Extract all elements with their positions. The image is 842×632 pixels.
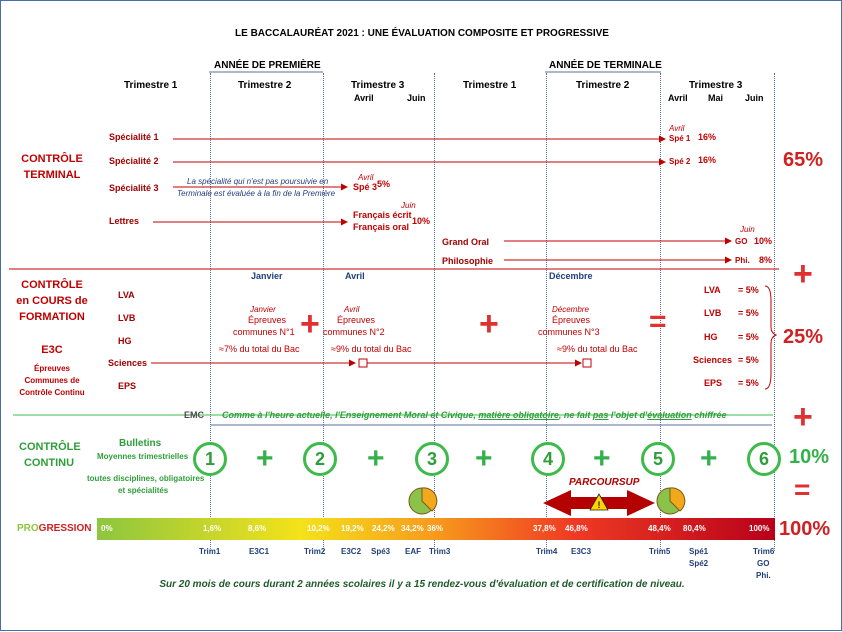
tick-spe3: Spé3 [371, 547, 391, 556]
spe3-avril: Avril [358, 173, 374, 182]
month-avril-terminale: Avril [668, 93, 688, 103]
ec3-number: communes N°3 [538, 327, 600, 337]
month-janvier: Janvier [251, 271, 283, 281]
spe1-pct: 16% [698, 132, 717, 142]
footer-note: Sur 20 mois de cours durant 2 années scolaires il y a 15 rendez-vous d'évaluation et de certification de niveau. [159, 579, 685, 590]
plus-cc-5: + [700, 442, 718, 475]
bulletin-circle-1: 1 [193, 442, 227, 476]
e3c-desc-1: Épreuves [33, 364, 71, 373]
right-lva: LVA [704, 285, 721, 295]
progression-label: PROGRESSION [17, 523, 92, 534]
e3c-desc-3: Contrôle Continu [19, 388, 85, 397]
prog-34-2: 34,2% [401, 524, 424, 533]
lettres-label: Lettres [109, 216, 140, 226]
plus-ct: + [793, 255, 813, 293]
plus-ec2: + [479, 305, 499, 343]
right-eps: EPS [704, 378, 723, 388]
prog-8-6: 8,6% [248, 524, 267, 533]
ec3-pct: ≈9% du total du Bac [557, 344, 638, 354]
right-eps-pct: = 5% [738, 378, 759, 388]
ccf-label-3: FORMATION [19, 311, 85, 323]
pie-icon-eaf [409, 488, 437, 514]
trimestre-1-terminale: Trimestre 1 [463, 80, 517, 91]
spe2-pct: 16% [698, 155, 717, 165]
right-sciences-pct: = 5% [738, 355, 759, 365]
prog-1-6: 1,6% [203, 524, 222, 533]
subject-lva: LVA [118, 290, 135, 300]
ccf-total: 25% [783, 326, 824, 348]
ct-total: 65% [783, 149, 824, 171]
spe3-end: Spé 3 [353, 182, 378, 192]
subject-lvb: LVB [118, 313, 136, 323]
spe3-pct: 5% [377, 179, 391, 189]
tick-trim3: Trim3 [429, 547, 451, 556]
prog-10-2: 10,2% [307, 524, 330, 533]
year-terminale: ANNÉE DE TERMINALE [549, 60, 662, 71]
fr-oral: Français oral [353, 222, 410, 232]
ct-label-2: TERMINAL [23, 169, 81, 181]
go-pct: 10% [754, 236, 773, 246]
right-hg: HG [704, 332, 718, 342]
bulletin-circle-3: 3 [415, 442, 449, 476]
ccf-label-1: CONTRÔLE [21, 279, 83, 291]
right-lva-pct: = 5% [738, 285, 759, 295]
subject-hg: HG [118, 336, 132, 346]
prog-80-4: 80,4% [683, 524, 706, 533]
spe2-label: Spécialité 2 [109, 156, 159, 166]
equals-ccf: = [649, 305, 667, 338]
parcoursup-graphics [1, 1, 842, 632]
ec1-pct: ≈7% du total du Bac [219, 344, 300, 354]
ec2-number: communes N°2 [323, 327, 385, 337]
prog-36: 36% [427, 524, 444, 533]
right-lvb-pct: = 5% [738, 308, 759, 318]
spe1-end: Spé 1 [669, 134, 691, 143]
tick-phi: Phi. [756, 571, 771, 580]
ec1-title: Épreuves [248, 315, 287, 325]
prog-19-2: 19,2% [341, 524, 364, 533]
tick-trim6: Trim6 [753, 547, 775, 556]
ec1-month: Janvier [250, 305, 276, 314]
right-sciences: Sciences [693, 355, 733, 365]
trimestre-1: Trimestre 1 [124, 80, 178, 91]
prog-24-2: 24,2% [372, 524, 395, 533]
month-avril: Avril [354, 93, 374, 103]
spe1-label: Spécialité 1 [109, 132, 159, 142]
plus-cc-1: + [256, 442, 274, 475]
year-premiere: ANNÉE DE PREMIÈRE [214, 60, 321, 71]
disciplines-label: toutes disciplines, obligatoires [87, 474, 205, 483]
plus-cc-4: + [593, 442, 611, 475]
equals-total: = [794, 474, 811, 505]
trimestre-3-terminale: Trimestre 3 [689, 80, 743, 91]
emc-note: Comme à l'heure actuelle, l'Enseignement Moral et Civique, matière obligatoire, ne fait pas l'objet d'évaluation chiffrée [222, 410, 727, 420]
tick-spe2: Spé2 [689, 559, 709, 568]
tick-trim4: Trim4 [536, 547, 558, 556]
spe2-end: Spé 2 [669, 157, 691, 166]
month-decembre: Décembre [549, 271, 593, 281]
plus-cc-3: + [475, 442, 493, 475]
prog-100: 100% [749, 524, 770, 533]
prog-46-8: 46,8% [565, 524, 588, 533]
tick-e3c1: E3C1 [249, 547, 270, 556]
page-title: LE BACCALAURÉAT 2021 : UNE ÉVALUATION COMPOSITE ET PROGRESSIVE [235, 28, 609, 39]
tick-e3c2: E3C2 [341, 547, 362, 556]
philo-label: Philosophie [442, 256, 494, 266]
prog-0: 0% [101, 524, 113, 533]
prog-total: 100% [779, 518, 831, 540]
phi-pct: 8% [759, 255, 773, 265]
ct-label-1: CONTRÔLE [21, 153, 83, 165]
trimestre-3: Trimestre 3 [351, 80, 405, 91]
e3c-label: E3C [41, 344, 63, 356]
tick-e3c3: E3C3 [571, 547, 592, 556]
right-lvb: LVB [704, 308, 722, 318]
specialites-label: et spécialités [118, 486, 169, 495]
svg-text:!: ! [597, 500, 601, 510]
pie-icon-trim5 [657, 488, 685, 514]
spe3-note-2: Terminale est évaluée à la fin de la Première [177, 189, 336, 198]
parcoursup-arrow [543, 490, 655, 516]
plus-cc-2: + [367, 442, 385, 475]
month-mai: Mai [708, 93, 724, 103]
moyennes-label: Moyennes trimestrielles [97, 452, 189, 461]
ec2-pct: ≈9% du total du Bac [331, 344, 412, 354]
bulletin-circle-4: 4 [531, 442, 565, 476]
ec3-title: Épreuves [552, 315, 591, 325]
go-juin: Juin [740, 225, 755, 234]
phi-end: Phi. [735, 256, 750, 265]
subject-eps: EPS [118, 381, 137, 391]
prog-48-4: 48,4% [648, 524, 671, 533]
ec3-month: Décembre [552, 305, 589, 314]
parcoursup-label: PARCOURSUP [569, 477, 640, 488]
e3c-desc-2: Communes de [24, 376, 80, 385]
fr-ecrit: Français écrit [353, 210, 412, 220]
grand-oral-label: Grand Oral [442, 237, 490, 247]
trimestre-2: Trimestre 2 [238, 80, 292, 91]
month-juin: Juin [407, 93, 426, 103]
trimestre-2-terminale: Trimestre 2 [576, 80, 630, 91]
fr-pct: 10% [412, 216, 431, 226]
ec2-title: Épreuves [337, 315, 376, 325]
tick-trim5: Trim5 [649, 547, 671, 556]
cc-label-1: CONTRÔLE [19, 441, 81, 453]
bulletin-circle-5: 5 [641, 442, 675, 476]
tick-eaf: EAF [405, 547, 421, 556]
spe1-avril: Avril [669, 124, 685, 133]
tick-trim2: Trim2 [304, 547, 326, 556]
ccf-label-2: en COURS de [16, 295, 88, 307]
plus-ccf: + [793, 398, 813, 436]
month-avril-ccf: Avril [345, 271, 365, 281]
spe3-label: Spécialité 3 [109, 183, 159, 193]
emc-label: EMC [184, 410, 204, 420]
tick-go: GO [757, 559, 770, 568]
tick-trim1: Trim1 [199, 547, 221, 556]
ec2-month: Avril [344, 305, 360, 314]
right-hg-pct: = 5% [738, 332, 759, 342]
cc-total: 10% [789, 446, 830, 468]
cc-label-2: CONTINU [23, 457, 75, 469]
ec1-number: communes N°1 [233, 327, 295, 337]
spe3-note-1: La spécialité qui n'est pas poursuivie en [187, 177, 329, 186]
tick-spe1: Spé1 [689, 547, 709, 556]
subject-sciences: Sciences [108, 358, 148, 368]
bulletin-circle-2: 2 [303, 442, 337, 476]
fr-juin: Juin [401, 201, 416, 210]
bulletins-label: Bulletins [119, 438, 162, 449]
prog-37-8: 37,8% [533, 524, 556, 533]
bulletin-circle-6: 6 [747, 442, 781, 476]
go-end: GO [735, 237, 748, 246]
month-juin-terminale: Juin [745, 93, 764, 103]
plus-ec1: + [300, 305, 320, 343]
